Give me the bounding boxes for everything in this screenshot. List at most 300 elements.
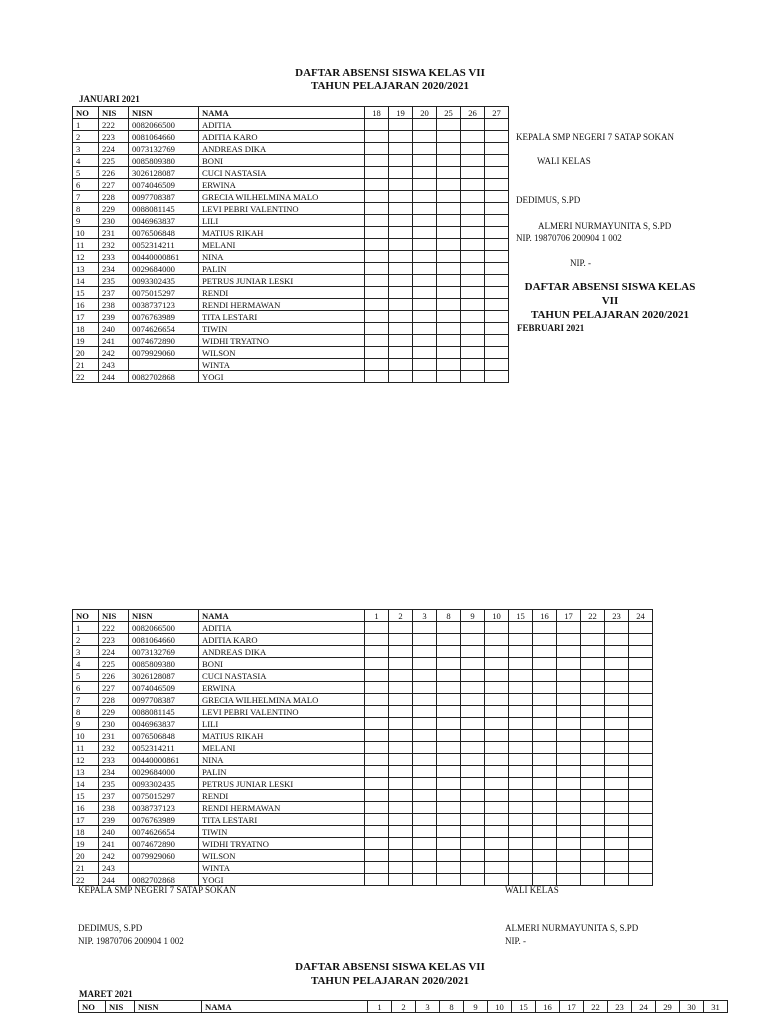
attendance-cell[interactable] (437, 622, 461, 634)
attendance-cell[interactable] (437, 239, 461, 251)
attendance-cell[interactable] (437, 778, 461, 790)
attendance-cell[interactable] (461, 646, 485, 658)
attendance-cell[interactable] (485, 730, 509, 742)
attendance-cell[interactable] (413, 622, 437, 634)
attendance-cell[interactable] (485, 790, 509, 802)
attendance-cell[interactable] (485, 742, 509, 754)
attendance-cell[interactable] (437, 754, 461, 766)
attendance-cell[interactable] (389, 239, 413, 251)
attendance-cell[interactable] (557, 874, 581, 886)
attendance-cell[interactable] (365, 311, 389, 323)
attendance-cell[interactable] (605, 682, 629, 694)
attendance-cell[interactable] (365, 335, 389, 347)
attendance-cell[interactable] (389, 347, 413, 359)
attendance-cell[interactable] (413, 359, 437, 371)
attendance-cell[interactable] (485, 203, 509, 215)
attendance-cell[interactable] (365, 706, 389, 718)
attendance-cell[interactable] (461, 766, 485, 778)
attendance-cell[interactable] (485, 287, 509, 299)
attendance-cell[interactable] (509, 646, 533, 658)
attendance-cell[interactable] (485, 694, 509, 706)
attendance-cell[interactable] (509, 730, 533, 742)
attendance-cell[interactable] (533, 790, 557, 802)
attendance-cell[interactable] (629, 694, 653, 706)
attendance-cell[interactable] (413, 706, 437, 718)
attendance-cell[interactable] (413, 263, 437, 275)
attendance-cell[interactable] (389, 359, 413, 371)
attendance-cell[interactable] (485, 646, 509, 658)
attendance-cell[interactable] (437, 347, 461, 359)
attendance-cell[interactable] (485, 275, 509, 287)
attendance-cell[interactable] (557, 694, 581, 706)
attendance-cell[interactable] (485, 239, 509, 251)
attendance-cell[interactable] (629, 790, 653, 802)
attendance-cell[interactable] (461, 862, 485, 874)
attendance-cell[interactable] (413, 167, 437, 179)
attendance-cell[interactable] (437, 802, 461, 814)
attendance-cell[interactable] (485, 718, 509, 730)
attendance-cell[interactable] (413, 646, 437, 658)
attendance-cell[interactable] (605, 814, 629, 826)
attendance-cell[interactable] (413, 838, 437, 850)
attendance-cell[interactable] (557, 646, 581, 658)
attendance-cell[interactable] (389, 682, 413, 694)
attendance-cell[interactable] (461, 227, 485, 239)
attendance-cell[interactable] (605, 802, 629, 814)
attendance-cell[interactable] (581, 718, 605, 730)
attendance-cell[interactable] (605, 874, 629, 886)
attendance-cell[interactable] (461, 670, 485, 682)
attendance-cell[interactable] (413, 179, 437, 191)
attendance-cell[interactable] (413, 155, 437, 167)
attendance-cell[interactable] (389, 119, 413, 131)
attendance-cell[interactable] (437, 682, 461, 694)
attendance-cell[interactable] (365, 347, 389, 359)
attendance-cell[interactable] (629, 658, 653, 670)
attendance-cell[interactable] (485, 850, 509, 862)
attendance-cell[interactable] (365, 179, 389, 191)
attendance-cell[interactable] (581, 862, 605, 874)
attendance-cell[interactable] (365, 191, 389, 203)
attendance-cell[interactable] (557, 790, 581, 802)
attendance-cell[interactable] (365, 634, 389, 646)
attendance-cell[interactable] (461, 814, 485, 826)
attendance-cell[interactable] (413, 251, 437, 263)
attendance-cell[interactable] (485, 263, 509, 275)
attendance-cell[interactable] (629, 718, 653, 730)
attendance-cell[interactable] (605, 634, 629, 646)
attendance-cell[interactable] (365, 359, 389, 371)
attendance-cell[interactable] (461, 694, 485, 706)
attendance-cell[interactable] (533, 826, 557, 838)
attendance-cell[interactable] (365, 287, 389, 299)
attendance-cell[interactable] (389, 191, 413, 203)
attendance-cell[interactable] (485, 227, 509, 239)
attendance-cell[interactable] (533, 814, 557, 826)
attendance-cell[interactable] (557, 658, 581, 670)
attendance-cell[interactable] (461, 179, 485, 191)
attendance-cell[interactable] (389, 790, 413, 802)
attendance-cell[interactable] (389, 862, 413, 874)
attendance-cell[interactable] (365, 754, 389, 766)
attendance-cell[interactable] (557, 682, 581, 694)
attendance-cell[interactable] (533, 766, 557, 778)
attendance-cell[interactable] (437, 862, 461, 874)
attendance-cell[interactable] (413, 790, 437, 802)
attendance-cell[interactable] (437, 670, 461, 682)
attendance-cell[interactable] (557, 706, 581, 718)
attendance-cell[interactable] (581, 874, 605, 886)
attendance-cell[interactable] (461, 706, 485, 718)
attendance-cell[interactable] (437, 191, 461, 203)
attendance-cell[interactable] (557, 730, 581, 742)
attendance-cell[interactable] (437, 323, 461, 335)
attendance-cell[interactable] (461, 802, 485, 814)
attendance-cell[interactable] (413, 826, 437, 838)
attendance-cell[interactable] (533, 682, 557, 694)
attendance-cell[interactable] (533, 622, 557, 634)
attendance-cell[interactable] (389, 299, 413, 311)
attendance-cell[interactable] (437, 766, 461, 778)
attendance-cell[interactable] (461, 191, 485, 203)
attendance-cell[interactable] (509, 802, 533, 814)
attendance-cell[interactable] (485, 155, 509, 167)
attendance-cell[interactable] (461, 215, 485, 227)
attendance-cell[interactable] (365, 251, 389, 263)
attendance-cell[interactable] (461, 850, 485, 862)
attendance-cell[interactable] (629, 730, 653, 742)
attendance-cell[interactable] (365, 646, 389, 658)
attendance-cell[interactable] (389, 658, 413, 670)
attendance-cell[interactable] (389, 155, 413, 167)
attendance-cell[interactable] (461, 778, 485, 790)
attendance-cell[interactable] (389, 814, 413, 826)
attendance-cell[interactable] (629, 646, 653, 658)
attendance-cell[interactable] (461, 730, 485, 742)
attendance-cell[interactable] (629, 766, 653, 778)
attendance-cell[interactable] (437, 263, 461, 275)
attendance-cell[interactable] (557, 802, 581, 814)
attendance-cell[interactable] (605, 706, 629, 718)
attendance-cell[interactable] (461, 203, 485, 215)
attendance-cell[interactable] (413, 850, 437, 862)
attendance-cell[interactable] (389, 335, 413, 347)
attendance-cell[interactable] (437, 275, 461, 287)
attendance-cell[interactable] (509, 634, 533, 646)
attendance-cell[interactable] (485, 838, 509, 850)
attendance-cell[interactable] (389, 730, 413, 742)
attendance-cell[interactable] (533, 838, 557, 850)
attendance-cell[interactable] (389, 646, 413, 658)
attendance-cell[interactable] (509, 862, 533, 874)
attendance-cell[interactable] (413, 131, 437, 143)
attendance-cell[interactable] (437, 251, 461, 263)
attendance-cell[interactable] (557, 670, 581, 682)
attendance-cell[interactable] (509, 682, 533, 694)
attendance-cell[interactable] (485, 215, 509, 227)
attendance-cell[interactable] (413, 203, 437, 215)
attendance-cell[interactable] (605, 670, 629, 682)
attendance-cell[interactable] (605, 730, 629, 742)
attendance-cell[interactable] (557, 850, 581, 862)
attendance-cell[interactable] (605, 742, 629, 754)
attendance-cell[interactable] (533, 706, 557, 718)
attendance-cell[interactable] (461, 275, 485, 287)
attendance-cell[interactable] (485, 179, 509, 191)
attendance-cell[interactable] (413, 634, 437, 646)
attendance-cell[interactable] (533, 802, 557, 814)
attendance-cell[interactable] (461, 347, 485, 359)
attendance-cell[interactable] (389, 754, 413, 766)
attendance-cell[interactable] (533, 742, 557, 754)
attendance-cell[interactable] (365, 682, 389, 694)
attendance-cell[interactable] (533, 874, 557, 886)
attendance-cell[interactable] (365, 790, 389, 802)
attendance-cell[interactable] (509, 754, 533, 766)
attendance-cell[interactable] (413, 814, 437, 826)
attendance-cell[interactable] (581, 706, 605, 718)
attendance-cell[interactable] (629, 622, 653, 634)
attendance-cell[interactable] (629, 814, 653, 826)
attendance-cell[interactable] (365, 371, 389, 383)
attendance-cell[interactable] (413, 766, 437, 778)
attendance-cell[interactable] (413, 778, 437, 790)
attendance-cell[interactable] (389, 263, 413, 275)
attendance-cell[interactable] (389, 323, 413, 335)
attendance-cell[interactable] (437, 119, 461, 131)
attendance-cell[interactable] (629, 826, 653, 838)
attendance-cell[interactable] (413, 335, 437, 347)
attendance-cell[interactable] (413, 227, 437, 239)
attendance-cell[interactable] (437, 634, 461, 646)
attendance-cell[interactable] (461, 718, 485, 730)
attendance-cell[interactable] (557, 814, 581, 826)
attendance-cell[interactable] (509, 778, 533, 790)
attendance-cell[interactable] (437, 706, 461, 718)
attendance-cell[interactable] (581, 754, 605, 766)
attendance-cell[interactable] (581, 682, 605, 694)
attendance-cell[interactable] (605, 850, 629, 862)
attendance-cell[interactable] (365, 263, 389, 275)
attendance-cell[interactable] (533, 670, 557, 682)
attendance-cell[interactable] (581, 766, 605, 778)
attendance-cell[interactable] (389, 167, 413, 179)
attendance-cell[interactable] (557, 742, 581, 754)
attendance-cell[interactable] (485, 622, 509, 634)
attendance-cell[interactable] (605, 778, 629, 790)
attendance-cell[interactable] (365, 299, 389, 311)
attendance-cell[interactable] (605, 646, 629, 658)
attendance-cell[interactable] (413, 754, 437, 766)
attendance-cell[interactable] (461, 119, 485, 131)
attendance-cell[interactable] (437, 215, 461, 227)
attendance-cell[interactable] (365, 239, 389, 251)
attendance-cell[interactable] (629, 862, 653, 874)
attendance-cell[interactable] (413, 215, 437, 227)
attendance-cell[interactable] (461, 371, 485, 383)
attendance-cell[interactable] (533, 850, 557, 862)
attendance-cell[interactable] (629, 778, 653, 790)
attendance-cell[interactable] (365, 323, 389, 335)
attendance-cell[interactable] (365, 814, 389, 826)
attendance-cell[interactable] (485, 754, 509, 766)
attendance-cell[interactable] (365, 802, 389, 814)
attendance-cell[interactable] (389, 742, 413, 754)
attendance-cell[interactable] (437, 299, 461, 311)
attendance-cell[interactable] (437, 179, 461, 191)
attendance-cell[interactable] (365, 119, 389, 131)
attendance-cell[interactable] (509, 874, 533, 886)
attendance-cell[interactable] (461, 826, 485, 838)
attendance-cell[interactable] (437, 335, 461, 347)
attendance-cell[interactable] (485, 826, 509, 838)
attendance-cell[interactable] (557, 766, 581, 778)
attendance-cell[interactable] (365, 167, 389, 179)
attendance-cell[interactable] (461, 335, 485, 347)
attendance-cell[interactable] (413, 323, 437, 335)
attendance-cell[interactable] (605, 754, 629, 766)
attendance-cell[interactable] (509, 706, 533, 718)
attendance-cell[interactable] (629, 874, 653, 886)
attendance-cell[interactable] (389, 131, 413, 143)
attendance-cell[interactable] (413, 347, 437, 359)
attendance-cell[interactable] (485, 778, 509, 790)
attendance-cell[interactable] (389, 826, 413, 838)
attendance-cell[interactable] (365, 826, 389, 838)
attendance-cell[interactable] (485, 682, 509, 694)
attendance-cell[interactable] (389, 802, 413, 814)
attendance-cell[interactable] (629, 754, 653, 766)
attendance-cell[interactable] (605, 790, 629, 802)
attendance-cell[interactable] (437, 838, 461, 850)
attendance-cell[interactable] (485, 706, 509, 718)
attendance-cell[interactable] (485, 347, 509, 359)
attendance-cell[interactable] (389, 371, 413, 383)
attendance-cell[interactable] (629, 634, 653, 646)
attendance-cell[interactable] (389, 227, 413, 239)
attendance-cell[interactable] (389, 694, 413, 706)
attendance-cell[interactable] (365, 131, 389, 143)
attendance-cell[interactable] (413, 311, 437, 323)
attendance-cell[interactable] (485, 874, 509, 886)
attendance-cell[interactable] (605, 694, 629, 706)
attendance-cell[interactable] (461, 155, 485, 167)
attendance-cell[interactable] (413, 371, 437, 383)
attendance-cell[interactable] (461, 658, 485, 670)
attendance-cell[interactable] (509, 694, 533, 706)
attendance-cell[interactable] (605, 838, 629, 850)
attendance-cell[interactable] (365, 622, 389, 634)
attendance-cell[interactable] (389, 838, 413, 850)
attendance-cell[interactable] (605, 766, 629, 778)
attendance-cell[interactable] (389, 275, 413, 287)
attendance-cell[interactable] (605, 622, 629, 634)
attendance-cell[interactable] (557, 778, 581, 790)
attendance-cell[interactable] (533, 730, 557, 742)
attendance-cell[interactable] (365, 215, 389, 227)
attendance-cell[interactable] (485, 371, 509, 383)
attendance-cell[interactable] (437, 718, 461, 730)
attendance-cell[interactable] (509, 826, 533, 838)
attendance-cell[interactable] (365, 766, 389, 778)
attendance-cell[interactable] (389, 215, 413, 227)
attendance-cell[interactable] (629, 670, 653, 682)
attendance-cell[interactable] (437, 371, 461, 383)
attendance-cell[interactable] (365, 670, 389, 682)
attendance-cell[interactable] (389, 634, 413, 646)
attendance-cell[interactable] (485, 862, 509, 874)
attendance-cell[interactable] (605, 826, 629, 838)
attendance-cell[interactable] (461, 634, 485, 646)
attendance-cell[interactable] (437, 814, 461, 826)
attendance-cell[interactable] (413, 658, 437, 670)
attendance-cell[interactable] (461, 790, 485, 802)
attendance-cell[interactable] (437, 143, 461, 155)
attendance-cell[interactable] (605, 862, 629, 874)
attendance-cell[interactable] (461, 323, 485, 335)
attendance-cell[interactable] (533, 646, 557, 658)
attendance-cell[interactable] (437, 826, 461, 838)
attendance-cell[interactable] (437, 658, 461, 670)
attendance-cell[interactable] (461, 742, 485, 754)
attendance-cell[interactable] (437, 311, 461, 323)
attendance-cell[interactable] (557, 634, 581, 646)
attendance-cell[interactable] (557, 754, 581, 766)
attendance-cell[interactable] (437, 730, 461, 742)
attendance-cell[interactable] (389, 874, 413, 886)
attendance-cell[interactable] (413, 802, 437, 814)
attendance-cell[interactable] (509, 838, 533, 850)
attendance-cell[interactable] (389, 143, 413, 155)
attendance-cell[interactable] (365, 874, 389, 886)
attendance-cell[interactable] (437, 287, 461, 299)
attendance-cell[interactable] (365, 838, 389, 850)
attendance-cell[interactable] (509, 790, 533, 802)
attendance-cell[interactable] (389, 706, 413, 718)
attendance-cell[interactable] (533, 778, 557, 790)
attendance-cell[interactable] (413, 191, 437, 203)
attendance-cell[interactable] (437, 694, 461, 706)
attendance-cell[interactable] (629, 706, 653, 718)
attendance-cell[interactable] (509, 658, 533, 670)
attendance-cell[interactable] (485, 766, 509, 778)
attendance-cell[interactable] (365, 862, 389, 874)
attendance-cell[interactable] (485, 802, 509, 814)
attendance-cell[interactable] (461, 299, 485, 311)
attendance-cell[interactable] (389, 778, 413, 790)
attendance-cell[interactable] (365, 718, 389, 730)
attendance-cell[interactable] (437, 167, 461, 179)
attendance-cell[interactable] (461, 239, 485, 251)
attendance-cell[interactable] (629, 742, 653, 754)
attendance-cell[interactable] (365, 778, 389, 790)
attendance-cell[interactable] (533, 754, 557, 766)
attendance-cell[interactable] (461, 622, 485, 634)
attendance-cell[interactable] (485, 311, 509, 323)
attendance-cell[interactable] (581, 850, 605, 862)
attendance-cell[interactable] (389, 251, 413, 263)
attendance-cell[interactable] (413, 670, 437, 682)
attendance-cell[interactable] (437, 155, 461, 167)
attendance-cell[interactable] (581, 790, 605, 802)
attendance-cell[interactable] (581, 634, 605, 646)
attendance-cell[interactable] (437, 742, 461, 754)
attendance-cell[interactable] (413, 143, 437, 155)
attendance-cell[interactable] (389, 203, 413, 215)
attendance-cell[interactable] (461, 131, 485, 143)
attendance-cell[interactable] (365, 155, 389, 167)
attendance-cell[interactable] (557, 862, 581, 874)
